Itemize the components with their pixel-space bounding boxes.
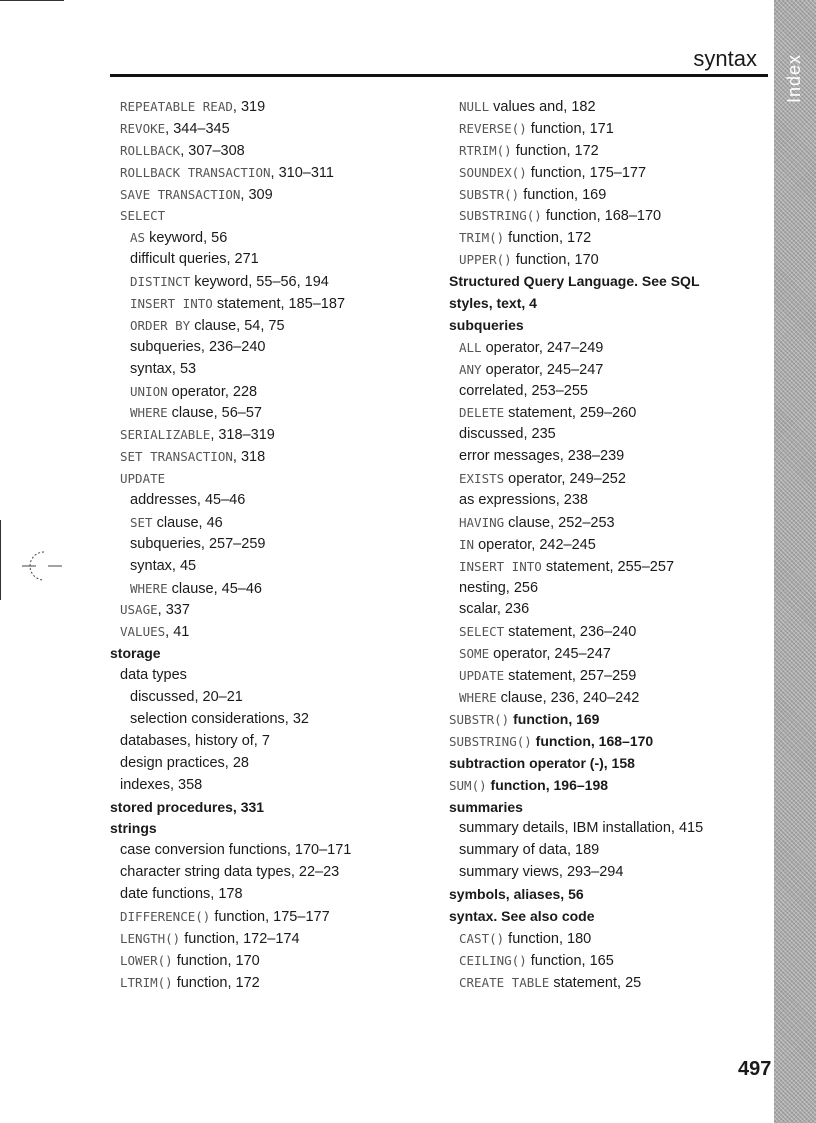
index-entry-text: correlated, 253–255 <box>459 382 588 399</box>
index-entry <box>449 884 769 906</box>
index-entry <box>110 140 430 162</box>
index-entry-text: case conversion functions, 170–171 <box>120 842 352 859</box>
index-entry-code: WHERE <box>130 405 168 421</box>
index-entry-text: Structured Query Language. See SQL <box>449 273 700 290</box>
index-entry <box>110 621 430 643</box>
index-entry-text: character string data types, 22–23 <box>120 864 340 881</box>
index-entry <box>449 184 769 206</box>
index-entry-text: error messages, 238–239 <box>459 448 625 465</box>
index-entry-text: syntax, 45 <box>130 557 197 574</box>
index-entry-text: keyword, 55–56, 194 <box>190 274 329 291</box>
index-entry <box>449 402 769 424</box>
index-entry <box>449 972 769 994</box>
header-rule <box>110 74 768 77</box>
index-entry <box>110 96 430 118</box>
index-entry <box>110 162 430 184</box>
index-entry-text: clause, 236, 240–242 <box>496 690 640 707</box>
index-entry <box>449 621 769 643</box>
index-entry-code: INSERT INTO <box>459 558 542 574</box>
index-entry <box>110 402 430 424</box>
index-entry <box>449 337 769 359</box>
page-number: 497 <box>738 1058 772 1080</box>
index-entry-text: syntax, 53 <box>130 360 197 377</box>
index-entry-text: function, 165 <box>526 952 614 969</box>
index-entry-code: CAST() <box>459 930 505 946</box>
index-entry <box>110 753 430 775</box>
index-entry-text: design practices, 28 <box>120 754 249 771</box>
index-entry <box>449 578 769 600</box>
index-entry <box>110 862 430 884</box>
index-entry-text: discussed, 20–21 <box>130 689 243 706</box>
index-entry-code: LOWER() <box>120 952 173 968</box>
index-entry <box>449 359 769 381</box>
index-entry-text: styles, text, 4 <box>449 295 537 312</box>
index-entry <box>110 227 430 249</box>
index-entry-text: function, 170 <box>511 252 599 269</box>
index-entry-code: RTRIM() <box>459 142 512 158</box>
index-entry <box>110 818 430 840</box>
index-entry <box>449 862 769 884</box>
index-entry-text: function, 170 <box>172 952 260 969</box>
index-entry <box>110 928 430 950</box>
index-entry-text: scalar, 236 <box>459 601 530 618</box>
index-entry <box>449 906 769 928</box>
index-entry-code: DISTINCT <box>130 274 191 290</box>
index-entry <box>110 709 430 731</box>
index-entry-text: operator, 228 <box>167 383 258 400</box>
index-entry <box>110 184 430 206</box>
crop-mark-top <box>0 0 64 1</box>
index-entry-text: , 307–308 <box>180 142 245 159</box>
index-entry <box>449 205 769 227</box>
index-entry-code: DELETE <box>459 405 505 421</box>
index-entry-text: function, 169 <box>509 710 600 727</box>
index-entry <box>110 118 430 140</box>
registration-mark-icon <box>22 548 62 584</box>
index-entry <box>449 599 769 621</box>
index-entry-text: statement, 257–259 <box>504 668 637 685</box>
index-entry <box>449 840 769 862</box>
index-entry <box>110 446 430 468</box>
index-column-left <box>110 96 430 994</box>
index-entry <box>110 249 430 271</box>
index-entry <box>449 293 769 315</box>
index-entry-text: strings <box>110 820 157 837</box>
index-entry-code: CEILING() <box>459 952 527 968</box>
index-entry-text: storage <box>110 645 161 662</box>
index-entry-code: SELECT <box>120 208 166 224</box>
index-entry <box>110 271 430 293</box>
index-entry-code: ANY <box>459 361 482 377</box>
index-entry-text: symbols, aliases, 56 <box>449 886 584 903</box>
index-entry-text: values and, 182 <box>489 99 596 115</box>
index-entry-code: SOUNDEX() <box>459 164 527 180</box>
index-entry <box>110 205 430 227</box>
index-side-tab <box>774 0 816 1123</box>
index-entry-code: SOME <box>459 646 490 662</box>
index-entry-text: data types <box>120 667 187 684</box>
index-entry-code: INSERT INTO <box>130 296 213 312</box>
index-entry <box>110 293 430 315</box>
index-entry-code: TRIM() <box>459 230 505 246</box>
index-entry-text: function, 171 <box>526 120 614 137</box>
index-entry-code: WHERE <box>459 690 497 706</box>
index-entry <box>449 446 769 468</box>
index-entry-text: summary of data, 189 <box>459 842 600 859</box>
index-entry-text: , 319 <box>232 99 266 115</box>
index-entry-code: WHERE <box>130 580 168 596</box>
index-entry-code: CREATE TABLE <box>459 974 550 990</box>
index-entry-text: clause, 46 <box>152 514 223 531</box>
index-entry-code: IN <box>459 536 475 552</box>
index-entry-text: statement, 236–240 <box>504 624 637 641</box>
index-entry-text: subqueries, 257–259 <box>130 535 266 552</box>
index-entry-text: function, 180 <box>504 930 592 947</box>
index-entry-code: LTRIM() <box>120 974 173 990</box>
index-entry <box>449 512 769 534</box>
index-entry <box>449 753 769 775</box>
index-entry <box>449 797 769 819</box>
index-entry <box>110 884 430 906</box>
index-entry <box>449 731 769 753</box>
index-entry-text: as expressions, 238 <box>459 492 588 509</box>
index-entry-code: ALL <box>459 339 482 355</box>
index-entry <box>449 534 769 556</box>
index-entry <box>449 950 769 972</box>
index-entry-text: , 41 <box>165 624 190 641</box>
index-entry-code: HAVING <box>459 514 505 530</box>
index-entry-code: DIFFERENCE() <box>120 908 211 924</box>
index-entry-code: REVERSE() <box>459 120 527 136</box>
index-entry-text: discussed, 235 <box>459 426 556 443</box>
index-entry-code: LENGTH() <box>120 930 181 946</box>
index-entry-text: function, 172 <box>511 142 599 159</box>
index-entry-code: ORDER BY <box>130 317 191 333</box>
index-entry-text: summary details, IBM installation, 415 <box>459 820 704 837</box>
index-entry-text: function, 175–177 <box>526 164 647 181</box>
index-side-tab-label: Index <box>784 53 805 103</box>
index-entry-code: SUBSTR() <box>459 186 520 202</box>
index-entry-code: SUBSTRING() <box>459 208 542 224</box>
index-entry <box>449 271 769 293</box>
index-entry-code: REPEATABLE READ <box>120 99 233 114</box>
index-entry <box>449 709 769 731</box>
index-entry <box>110 556 430 578</box>
index-entry-text: addresses, 45–46 <box>130 492 246 509</box>
index-entry <box>110 840 430 862</box>
index-entry-code: SET TRANSACTION <box>120 449 233 465</box>
index-entry-text: operator, 242–245 <box>474 536 596 553</box>
index-entry <box>110 950 430 972</box>
index-entry <box>110 797 430 819</box>
index-entry-code: NULL <box>459 99 490 114</box>
index-entry <box>110 731 430 753</box>
index-entry <box>449 424 769 446</box>
index-entry <box>449 315 769 337</box>
index-entry <box>449 381 769 403</box>
index-entry-text: , 309 <box>240 186 273 203</box>
index-entry-text: databases, history of, 7 <box>120 732 270 749</box>
index-entry-text: selection considerations, 32 <box>130 710 309 727</box>
index-entry-code: EXISTS <box>459 471 505 487</box>
index-entry <box>110 315 430 337</box>
index-entry <box>110 643 430 665</box>
index-entry <box>110 665 430 687</box>
index-entry-text: clause, 252–253 <box>504 514 615 531</box>
running-head: syntax <box>693 46 757 71</box>
index-entry-text: , 318 <box>232 449 266 466</box>
index-entry <box>110 972 430 994</box>
index-entry-text: function, 169 <box>519 186 607 203</box>
index-entry-code: AS <box>130 230 146 246</box>
index-entry <box>449 162 769 184</box>
index-entry <box>449 818 769 840</box>
index-entry-code: UPDATE <box>459 668 505 684</box>
index-entry <box>110 337 430 359</box>
index-column-right <box>449 96 769 994</box>
index-entry-text: date functions, 178 <box>120 886 243 903</box>
index-entry-text: subqueries <box>449 316 524 333</box>
index-entry <box>110 424 430 446</box>
index-entry <box>110 687 430 709</box>
index-entry <box>449 490 769 512</box>
index-entry <box>449 665 769 687</box>
index-entry <box>110 359 430 381</box>
index-entry-text: clause, 45–46 <box>167 580 262 597</box>
index-entry-text: function, 196–198 <box>486 776 609 793</box>
index-entry-text: function, 168–170 <box>531 732 654 749</box>
index-entry-text: nesting, 256 <box>459 579 539 596</box>
index-entry <box>110 775 430 797</box>
index-entry <box>449 643 769 665</box>
index-entry-code: UPDATE <box>120 471 166 487</box>
index-entry-text: statement, 259–260 <box>504 405 637 422</box>
index-entry-code: SELECT <box>459 624 505 640</box>
index-entry-code: SET <box>130 514 153 530</box>
crop-mark-left <box>0 520 1 600</box>
index-entry-text: function, 172 <box>172 974 260 991</box>
index-entry <box>449 118 769 140</box>
index-entry <box>110 906 430 928</box>
index-entry-text: statement, 25 <box>549 974 642 991</box>
index-entry-text: subtraction operator (-), 158 <box>449 754 635 771</box>
index-entry-code: SERIALIZABLE <box>120 427 211 443</box>
index-entry-code: SUM() <box>449 777 487 793</box>
index-entry-text: , 318–319 <box>210 427 275 444</box>
index-entry <box>110 490 430 512</box>
index-entry <box>110 534 430 556</box>
index-entry-text: clause, 56–57 <box>167 405 262 422</box>
index-entry-code: ROLLBACK TRANSACTION <box>120 164 271 180</box>
index-entry-text: function, 172 <box>504 230 592 247</box>
index-entry <box>449 249 769 271</box>
index-entry-text: indexes, 358 <box>120 776 203 793</box>
index-entry-text: function, 172–174 <box>180 930 300 947</box>
index-entry-text: operator, 245–247 <box>481 361 604 378</box>
index-entry-text: operator, 249–252 <box>504 471 626 488</box>
index-entry-text: , 310–311 <box>270 164 334 181</box>
index-entry <box>110 578 430 600</box>
index-entry-text: keyword, 56 <box>145 230 228 247</box>
index-entry <box>449 96 769 118</box>
index-entry <box>449 227 769 249</box>
index-entry-text: operator, 245–247 <box>489 646 611 663</box>
index-entry-text: difficult queries, 271 <box>130 251 259 268</box>
index-entry-code: UNION <box>130 383 168 399</box>
index-entry-text: statement, 255–257 <box>541 558 675 575</box>
index-entry-text: clause, 54, 75 <box>190 317 285 334</box>
index-entry-text: function, 168–170 <box>541 208 662 225</box>
index-entry <box>110 599 430 621</box>
index-entry <box>449 468 769 490</box>
index-entry-text: , 344–345 <box>165 120 230 137</box>
index-entry-text: statement, 185–187 <box>212 296 346 313</box>
index-entry-code: USAGE <box>120 602 158 618</box>
index-entry-code: ROLLBACK <box>120 142 181 158</box>
index-entry <box>110 381 430 403</box>
index-entry <box>449 928 769 950</box>
index-entry-text: summaries <box>449 798 523 815</box>
index-entry-text: , 337 <box>157 602 190 619</box>
index-entry-code: SUBSTRING() <box>449 733 532 749</box>
index-entry-code: SUBSTR() <box>449 711 510 727</box>
index-entry <box>449 556 769 578</box>
index-entry-code: REVOKE <box>120 120 166 136</box>
index-entry-code: SAVE TRANSACTION <box>120 186 241 202</box>
index-entry-text: summary views, 293–294 <box>459 864 624 881</box>
index-entry <box>110 512 430 534</box>
index-entry-code: UPPER() <box>459 252 512 268</box>
index-entry-code: VALUES <box>120 624 166 640</box>
index-entry-text: operator, 247–249 <box>481 339 604 356</box>
index-entry <box>449 140 769 162</box>
index-entry-text: syntax. See also code <box>449 907 595 924</box>
index-entry-text: subqueries, 236–240 <box>130 338 266 355</box>
index-entry <box>449 687 769 709</box>
index-entry <box>110 468 430 490</box>
index-entry <box>449 775 769 797</box>
index-entry-text: stored procedures, 331 <box>110 798 265 815</box>
index-entry-text: function, 175–177 <box>210 908 330 925</box>
